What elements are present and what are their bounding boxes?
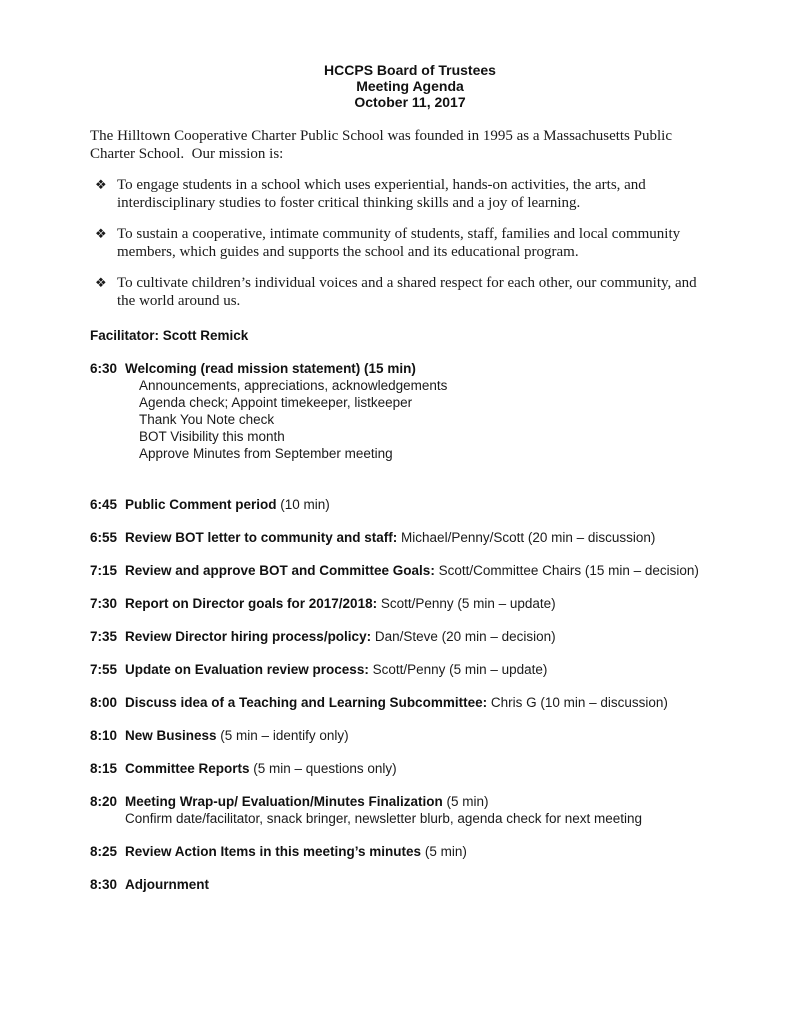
agenda-title-rest: Scott/Committee Chairs (15 min – decision) [434,563,699,578]
agenda-sub-line: BOT Visibility this month [139,429,285,444]
agenda-item-body [125,360,725,462]
agenda-sub-line: Approve Minutes from September meeting [139,446,393,461]
agenda-item-body [125,793,725,827]
agenda-item-committee-reports [90,760,730,777]
agenda-title-bold: Update on Evaluation review process: [125,662,369,677]
agenda-item-director-goals [90,595,730,612]
agenda-title-bold: Review Director hiring process/policy: [125,629,372,644]
agenda-title-bold: Review Action Items in this meeting’s minutes [125,844,422,859]
agenda-item-title [125,843,725,860]
agenda-sub-line: Agenda check; Appoint timekeeper, listkeeper [139,395,413,410]
agenda-item-title [125,496,725,513]
agenda-title-rest: (10 min) [276,497,330,512]
agenda-title-bold: Adjournment [125,877,209,892]
agenda-time: 7:30 [90,596,118,611]
agenda-title-bold: Meeting Wrap-up/ Evaluation/Minutes Finalization [125,794,443,809]
agenda-sub-line: Confirm date/facilitator, snack bringer, newsletter blurb, agenda check for next meeting [125,811,643,826]
agenda-title-rest: Dan/Steve (20 min – decision) [371,629,556,644]
agenda-time: 6:55 [90,530,118,545]
agenda-time: 8:30 [90,877,118,892]
mission-bullet-text: To sustain a cooperative, intimate community of students, staff, families and local community members, which guides and supports the school and its educational program. [117,226,681,260]
agenda-time: 8:25 [90,844,118,859]
mission-bullet-1 [90,176,730,212]
facilitator-line: Facilitator: Scott Remick [90,328,249,343]
agenda-title-bold: Public Comment period [125,497,277,512]
agenda-title-bold: Review BOT letter to community and staff: [125,530,398,545]
agenda-item-title [125,694,725,711]
agenda-title-bold: Review and approve BOT and Committee Goals: [125,563,435,578]
intro-paragraph: The Hilltown Cooperative Charter Public School was founded in 1995 as a Massachusetts Public Charter School. Our mission is: [90,128,676,162]
agenda-time: 7:15 [90,563,118,578]
agenda-title-bold: New Business [125,728,217,743]
agenda-title-rest: Michael/Penny/Scott (20 min – discussion) [397,530,656,545]
mission-bullet-3 [90,274,730,310]
mission-bullet-2 [90,225,730,261]
agenda-item-title [125,595,725,612]
agenda-title-bold: Welcoming (read mission statement) (15 min) [125,361,416,376]
agenda-item-wrap-up [90,793,730,827]
agenda-item-body [125,876,725,893]
agenda-title-bold: Discuss idea of a Teaching and Learning Subcommittee: [125,695,488,710]
agenda-title-rest: Scott/Penny (5 min – update) [368,662,548,677]
agenda-item-welcoming [90,360,730,462]
agenda-item-title [125,727,725,744]
agenda-time: 8:00 [90,695,118,710]
agenda-item-title [125,628,725,645]
agenda-item-public-comment [90,496,730,513]
diamond-bullet-icon: ❖ [95,275,107,290]
agenda-item-body [125,496,725,513]
agenda-time: 6:45 [90,497,118,512]
document-header [90,0,730,110]
agenda-title-bold: Report on Director goals for 2017/2018: [125,596,378,611]
agenda-title-rest: (5 min – identify only) [216,728,349,743]
agenda-item-title [125,876,725,893]
agenda-item-bot-letter [90,529,730,546]
agenda-item-body [125,628,725,645]
agenda-item-title [125,793,725,810]
diamond-bullet-icon: ❖ [95,177,107,192]
agenda-item-title [125,661,725,678]
agenda-title-rest: Scott/Penny (5 min – update) [377,596,556,611]
agenda-title-rest: (5 min – questions only) [249,761,397,776]
agenda-item-new-business [90,727,730,744]
document-subtitle: Meeting Agenda [356,78,464,94]
agenda-sub-line: Announcements, appreciations, acknowledgements [139,378,448,393]
agenda-item-committee-goals [90,562,730,579]
agenda-item-body [125,595,725,612]
agenda-title-bold: Committee Reports [125,761,250,776]
agenda-item-body [125,562,725,579]
agenda-time: 7:55 [90,662,118,677]
agenda-item-body [125,529,725,546]
agenda-item-adjournment [90,876,730,893]
document-title: HCCPS Board of Trustees [324,62,496,78]
diamond-bullet-icon: ❖ [95,226,107,241]
document-date: October 11, 2017 [354,94,466,110]
agenda-time: 6:30 [90,361,118,376]
agenda-item-teaching-subcommittee [90,694,730,711]
agenda-item-body [125,760,725,777]
agenda-title-rest: (5 min) [421,844,467,859]
agenda-item-title [125,562,725,579]
document-content [90,0,730,893]
agenda-item-body [125,694,725,711]
agenda-time: 8:20 [90,794,118,809]
agenda-item-title [125,760,725,777]
agenda-item-body [125,843,725,860]
agenda-time: 8:10 [90,728,118,743]
agenda-item-director-hiring [90,628,730,645]
agenda-sub-line: Thank You Note check [139,412,275,427]
mission-bullet-text: To engage students in a school which uses experiential, hands-on activities, the arts, and interdisciplinary studies to foster critical thinking skills and a joy of learning. [117,177,646,211]
agenda-title-rest: Chris G (10 min – discussion) [487,695,668,710]
agenda-item-body [125,727,725,744]
agenda-item-body [125,661,725,678]
agenda-item-evaluation-review [90,661,730,678]
agenda-time: 8:15 [90,761,118,776]
mission-bullet-text: To cultivate children’s individual voices and a shared respect for each other, our community, and the world around us. [117,275,697,309]
agenda-title-rest: (5 min) [442,794,489,809]
agenda-item-title [125,360,725,377]
agenda-item-title [125,529,725,546]
agenda-item-action-items [90,843,730,860]
agenda-time: 7:35 [90,629,118,644]
